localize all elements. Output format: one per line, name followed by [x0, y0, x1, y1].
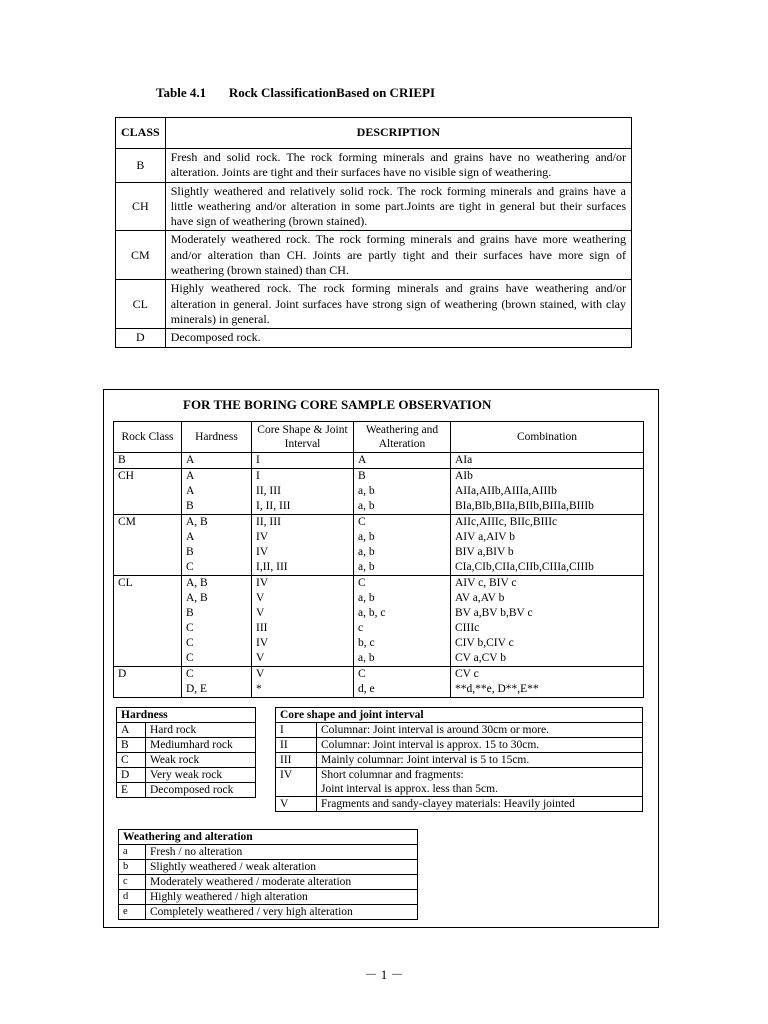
legend-description: Fragments and sandy-clayey materials: Heavily jointed [317, 797, 643, 812]
hardness-header: Hardness [182, 422, 252, 453]
rock-class-cell [114, 499, 182, 515]
weathering-cell: c [354, 621, 451, 636]
description-cell: Slightly weathered and relatively solid rock. The rock forming minerals and grains have a little weathering and/or alteration in some part.Joints are tight in general but their surfaces have sign of weathering (brown stained). [165, 182, 631, 231]
core-shape-cell: I [252, 469, 354, 485]
rock-class-cell [114, 606, 182, 621]
hardness-cell: A, B [182, 591, 252, 606]
weathering-cell: B [354, 469, 451, 485]
hardness-legend-row [117, 723, 256, 738]
observation-row [114, 515, 644, 531]
weathering-cell: b, c [354, 636, 451, 651]
class-cell: D [116, 329, 166, 347]
combination-cell: BV a,BV b,BV c [451, 606, 644, 621]
legend-description: Very weak rock [146, 768, 256, 783]
legend-description: Fresh / no alteration [146, 845, 418, 860]
weathering-cell: C [354, 576, 451, 592]
core-shape-legend [275, 707, 643, 812]
rock-class-row [116, 149, 632, 183]
class-header: CLASS [116, 118, 166, 149]
weathering-legend [118, 829, 418, 920]
description-cell: Moderately weathered rock. The rock forming minerals and grains have more weathering and/or alteration than CH. Joints are partly tight and their surfaces have more sign of weathering (brown stained) than CH. [165, 231, 631, 280]
hardness-cell: A, B [182, 576, 252, 592]
combination-cell: AIV c, BIV c [451, 576, 644, 592]
hardness-cell: D, E [182, 682, 252, 698]
rock-class-cell [114, 682, 182, 698]
core-shape-cell: V [252, 591, 354, 606]
rock-class-cell: CH [114, 469, 182, 485]
legend-code: A [117, 723, 146, 738]
hardness-legend-row [117, 738, 256, 753]
core-shape-cell: I [252, 453, 354, 469]
combination-cell: CIV b,CIV c [451, 636, 644, 651]
table-title: Table 4.1 Rock ClassificationBased on CRIEPI [156, 85, 436, 100]
observation-row [114, 484, 644, 499]
core-shape-cell: III [252, 621, 354, 636]
hardness-cell: C [182, 651, 252, 667]
hardness-legend [116, 707, 256, 798]
page-number: － 1 － [364, 967, 404, 982]
rock-class-cell [114, 651, 182, 667]
hardness-cell: A, B [182, 515, 252, 531]
combination-cell: AIIc,AIIIc, BIIc,BIIIc [451, 515, 644, 531]
weathering-legend-row [119, 905, 418, 920]
observation-row [114, 651, 644, 667]
class-cell: CL [116, 280, 166, 329]
rock-class-cell: D [114, 667, 182, 683]
core-shape-cell: V [252, 651, 354, 667]
combination-cell: CIIIc [451, 621, 644, 636]
core-shape-legend-title: Core shape and joint interval [276, 708, 643, 723]
combination-cell: AIIa,AIIb,AIIIa,AIIIb [451, 484, 644, 499]
combination-cell: AIb [451, 469, 644, 485]
legend-code: E [117, 783, 146, 798]
core_shape-legend-row [276, 723, 643, 738]
legend-code: B [117, 738, 146, 753]
legend-description: Columnar: Joint interval is approx. 15 to 30cm. [317, 738, 643, 753]
weathering-cell: a, b [354, 560, 451, 576]
rock-class-row [116, 182, 632, 231]
weathering-legend-row [119, 845, 418, 860]
observation-row [114, 591, 644, 606]
core-shape-cell: II, III [252, 484, 354, 499]
rock-class-row [116, 231, 632, 280]
rock-class-cell: CM [114, 515, 182, 531]
legend-description: Slightly weathered / weak alteration [146, 860, 418, 875]
observation-row [114, 636, 644, 651]
rock-class-cell [114, 560, 182, 576]
legend-code: b [119, 860, 146, 875]
combination-cell: BIV a,BIV b [451, 545, 644, 560]
weathering-cell: a, b [354, 530, 451, 545]
observation-row [114, 469, 644, 485]
core-shape-cell: V [252, 606, 354, 621]
observation-row [114, 682, 644, 698]
observation-row [114, 667, 644, 683]
core_shape-legend-row [276, 738, 643, 753]
weathering-cell: a, b [354, 591, 451, 606]
rock-class-header: Rock Class [114, 422, 182, 453]
legend-description: Columnar: Joint interval is around 30cm or more. [317, 723, 643, 738]
weathering-cell: a, b, c [354, 606, 451, 621]
hardness-cell: A [182, 469, 252, 485]
legend-description: Moderately weathered / moderate alteration [146, 875, 418, 890]
hardness-legend-row [117, 753, 256, 768]
hardness-legend-row [117, 768, 256, 783]
combination-cell: AIV a,AIV b [451, 530, 644, 545]
weathering-cell: a, b [354, 651, 451, 667]
core-shape-cell: IV [252, 545, 354, 560]
rock-class-cell [114, 636, 182, 651]
core_shape-legend-row [276, 753, 643, 768]
observation-row [114, 621, 644, 636]
weathering-cell: a, b [354, 484, 451, 499]
rock-class-cell [114, 621, 182, 636]
legend-code: V [276, 797, 317, 812]
legend-description: Mainly columnar: Joint interval is 5 to 15cm. [317, 753, 643, 768]
rock-class-cell: B [114, 453, 182, 469]
core-shape-cell: I, II, III [252, 499, 354, 515]
weathering-legend-title: Weathering and alteration [119, 830, 418, 845]
observation-row [114, 499, 644, 515]
combination-cell: CV c [451, 667, 644, 683]
observation-title: FOR THE BORING CORE SAMPLE OBSERVATION [183, 397, 492, 412]
observation-row [114, 530, 644, 545]
core-shape-cell: * [252, 682, 354, 698]
hardness-legend-title: Hardness [117, 708, 256, 723]
legend-code: D [117, 768, 146, 783]
rock-class-cell: CL [114, 576, 182, 592]
legend-description: Highly weathered / high alteration [146, 890, 418, 905]
observation-row [114, 560, 644, 576]
rock-class-cell [114, 484, 182, 499]
legend-description: Decomposed rock [146, 783, 256, 798]
legend-code: d [119, 890, 146, 905]
combination-cell: BIa,BIb,BIIa,BIIb,BIIIa,BIIIb [451, 499, 644, 515]
rock-classification-table [115, 117, 632, 348]
combination-cell: AV a,AV b [451, 591, 644, 606]
weathering-cell: C [354, 667, 451, 683]
weathering-cell: A [354, 453, 451, 469]
core-shape-cell: IV [252, 636, 354, 651]
hardness-cell: C [182, 560, 252, 576]
hardness-cell: C [182, 621, 252, 636]
hardness-cell: A [182, 530, 252, 545]
weathering-cell: C [354, 515, 451, 531]
hardness-cell: B [182, 545, 252, 560]
combination-cell: CV a,CV b [451, 651, 644, 667]
observation-row [114, 606, 644, 621]
hardness-legend-row [117, 783, 256, 798]
class-cell: CH [116, 182, 166, 231]
legend-description: Weak rock [146, 753, 256, 768]
weathering-cell: a, b [354, 499, 451, 515]
legend-description: Completely weathered / very high alteration [146, 905, 418, 920]
legend-code: c [119, 875, 146, 890]
observation-row [114, 545, 644, 560]
legend-code: a [119, 845, 146, 860]
rock-class-cell [114, 545, 182, 560]
description-cell: Fresh and solid rock. The rock forming minerals and grains have no weathering and/or alteration. Joints are tight and their surfaces have no visible sign of weathering. [165, 149, 631, 183]
core-shape-cell: IV [252, 576, 354, 592]
description-header: DESCRIPTION [165, 118, 631, 149]
combination-cell: CIa,CIb,CIIa,CIIb,CIIIa,CIIIb [451, 560, 644, 576]
legend-code: I [276, 723, 317, 738]
weathering-legend-row [119, 860, 418, 875]
core_shape-legend-row [276, 768, 643, 797]
weathering-cell: a, b [354, 545, 451, 560]
weathering-cell: d, e [354, 682, 451, 698]
hardness-cell: C [182, 636, 252, 651]
legend-description: Short columnar and fragments: Joint interval is approx. less than 5cm. [317, 768, 643, 797]
core-shape-cell: IV [252, 530, 354, 545]
core_shape-legend-row [276, 797, 643, 812]
legend-description: Mediumhard rock [146, 738, 256, 753]
legend-code: e [119, 905, 146, 920]
rock-class-cell [114, 591, 182, 606]
legend-code: III [276, 753, 317, 768]
observation-row [114, 453, 644, 469]
rock-table-header-row [116, 118, 632, 149]
hardness-cell: C [182, 667, 252, 683]
weathering-header: Weathering and Alteration [354, 422, 451, 453]
legend-code: IV [276, 768, 317, 797]
hardness-cell: A [182, 453, 252, 469]
core-shape-cell: II, III [252, 515, 354, 531]
hardness-cell: B [182, 499, 252, 515]
core-shape-cell: V [252, 667, 354, 683]
hardness-cell: B [182, 606, 252, 621]
legend-code: II [276, 738, 317, 753]
legend-code: C [117, 753, 146, 768]
rock-class-row [116, 329, 632, 347]
weathering-legend-row [119, 875, 418, 890]
class-cell: B [116, 149, 166, 183]
class-cell: CM [116, 231, 166, 280]
legend-description: Hard rock [146, 723, 256, 738]
rock-class-row [116, 280, 632, 329]
observation-header-row [114, 422, 644, 453]
weathering-legend-row [119, 890, 418, 905]
core-observation-table [113, 421, 644, 698]
observation-row [114, 576, 644, 592]
rock-class-cell [114, 530, 182, 545]
combination-cell: **d,**e, D**,E** [451, 682, 644, 698]
combination-cell: AIa [451, 453, 644, 469]
hardness-cell: A [182, 484, 252, 499]
combination-header: Combination [451, 422, 644, 453]
description-cell: Decomposed rock. [165, 329, 631, 347]
core-shape-header: Core Shape & Joint Interval [252, 422, 354, 453]
core-shape-cell: I,II, III [252, 560, 354, 576]
description-cell: Highly weathered rock. The rock forming minerals and grains have weathering and/or alteration in general. Joint surfaces have strong sign of weathering (brown stained, with clay minerals) in general. [165, 280, 631, 329]
